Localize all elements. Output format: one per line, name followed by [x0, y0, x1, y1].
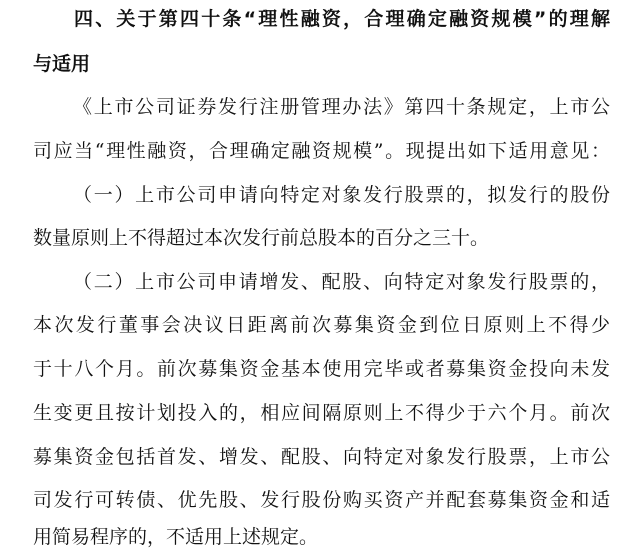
item1-line-2: 数量原则上不得超过本次发行前总股本的百分之三十。: [33, 227, 490, 249]
item2-line-3: 于十八个月。前次募集资金基本使用完毕或者募集资金投向未发: [33, 358, 610, 380]
item2-line-2: 本次发行董事会决议日距离前次募集资金到位日原则上不得少: [33, 314, 610, 336]
section-heading-line-1: 四、关于第四十条“理性融资，合理确定融资规模”的理解: [74, 8, 610, 30]
intro-line-1: 《上市公司证券发行注册管理办法》第四十条规定，上市公: [73, 96, 610, 118]
section-heading-line-2: 与适用: [33, 53, 91, 75]
item1-line-1: （一）上市公司申请向特定对象发行股票的，拟发行的股份: [73, 184, 610, 206]
item2-line-6: 司发行可转债、优先股、发行股份购买资产并配套募集资金和适: [33, 489, 610, 511]
item2-line-1: （二）上市公司申请增发、配股、向特定对象发行股票的，: [73, 271, 610, 293]
item2-line-4: 生变更且按计划投入的，相应间隔原则上不得少于六个月。前次: [33, 402, 610, 424]
intro-line-2: 司应当“理性融资，合理确定融资规模”。现提出如下适用意见：: [33, 140, 610, 162]
item2-line-7: 用简易程序的，不适用上述规定。: [33, 526, 319, 548]
item2-line-5: 募集资金包括首发、增发、配股、向特定对象发行股票，上市公: [33, 446, 610, 468]
